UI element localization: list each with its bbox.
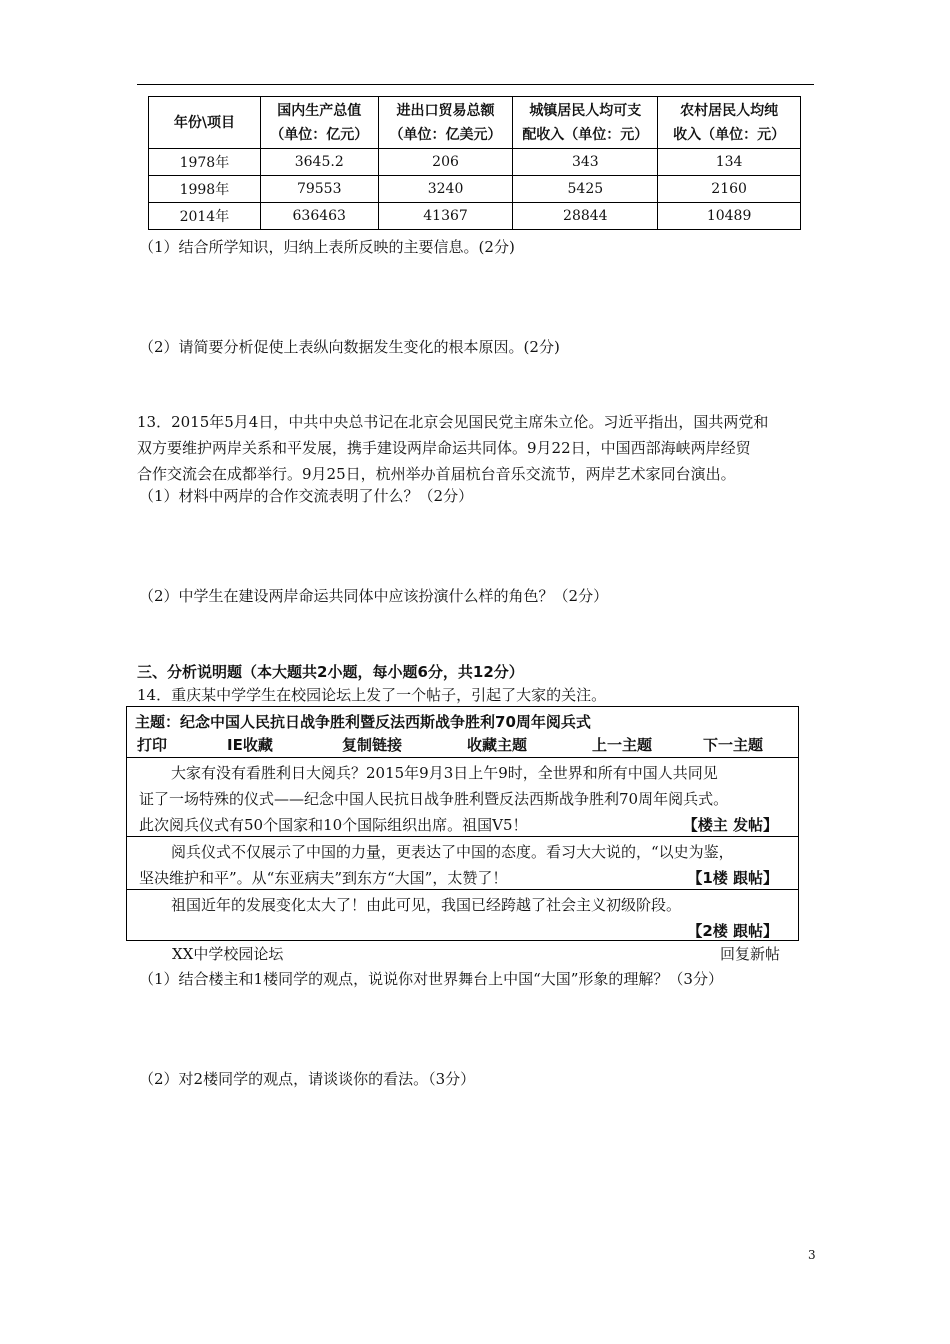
q14-sub2: （2）对2楼同学的观点，请谈谈你的看法。（3分） xyxy=(139,1070,476,1088)
header-trade: 进出口贸易总额 （单位：亿美元） xyxy=(378,97,513,149)
ie-favorite-link[interactable]: IE收藏 xyxy=(227,736,273,754)
forum-topic-title: 主题：纪念中国人民抗日战争胜利暨反法西斯战争胜利70周年阅兵式 xyxy=(135,713,591,731)
table-cell: 343 xyxy=(513,149,658,176)
post-author-tag: 【1楼 跟帖】 xyxy=(687,869,778,887)
favorite-topic-link[interactable]: 收藏主题 xyxy=(467,736,528,754)
table-cell: 3645.2 xyxy=(260,149,378,176)
economic-data-table xyxy=(148,96,801,230)
header-year-item: 年份\项目 xyxy=(149,97,261,149)
post-reply-2 xyxy=(127,890,798,942)
forum-header xyxy=(127,707,798,758)
table-cell: 3240 xyxy=(378,176,513,203)
next-topic-link[interactable]: 下一主题 xyxy=(703,736,764,754)
q13-sub1: （1）材料中两岸的合作交流表明了什么？（2分） xyxy=(139,487,474,505)
post-text-line: 祖国近年的发展变化太大了！由此可见，我国已经跨越了社会主义初级阶段。 xyxy=(171,896,682,914)
post-author-tag: 【楼主 发帖】 xyxy=(682,816,778,834)
post-text-line: 证了一场特殊的仪式——纪念中国人民抗日战争胜利暨反法西斯战争胜利70周年阅兵式。 xyxy=(139,790,729,808)
table-cell: 206 xyxy=(378,149,513,176)
table-cell: 79553 xyxy=(260,176,378,203)
q13-text-line2: 双方要维护两岸关系和平发展，携手建设两岸命运共同体。9月22日，中国西部海峡两岸经贸 xyxy=(137,439,751,457)
table-cell: 2014年 xyxy=(149,203,261,230)
table-cell: 28844 xyxy=(513,203,658,230)
table-cell: 1998年 xyxy=(149,176,261,203)
table-cell: 134 xyxy=(658,149,801,176)
forum-post-box xyxy=(126,706,799,941)
table-cell: 10489 xyxy=(658,203,801,230)
previous-topic-link[interactable]: 上一主题 xyxy=(592,736,653,754)
q12-sub1: （1）结合所学知识，归纳上表所反映的主要信息。(2分) xyxy=(139,238,515,256)
forum-footer-name: XX中学校园论坛 xyxy=(172,945,284,963)
table-header-row xyxy=(149,97,801,149)
table-row xyxy=(149,176,801,203)
table-cell: 2160 xyxy=(658,176,801,203)
q13-sub2: （2）中学生在建设两岸命运共同体中应该扮演什么样的角色？（2分） xyxy=(139,587,609,605)
header-rule xyxy=(137,84,814,85)
header-rural-income: 农村居民人均纯 收入（单位：元） xyxy=(658,97,801,149)
post-text-line: 此次阅兵仪式有50个国家和10个国际组织出席。祖国V5！ xyxy=(139,816,528,834)
post-reply-1 xyxy=(127,837,798,890)
section3-heading: 三、分析说明题（本大题共2小题，每小题6分，共12分） xyxy=(137,663,524,681)
post-text-line: 阅兵仪式不仅展示了中国的力量，更表达了中国的态度。看习大大说的，“以史为鉴， xyxy=(171,843,734,861)
table-row xyxy=(149,149,801,176)
table-cell: 5425 xyxy=(513,176,658,203)
print-link[interactable]: 打印 xyxy=(137,736,168,754)
reply-new-post-link[interactable]: 回复新帖 xyxy=(720,945,781,963)
post-author-tag: 【2楼 跟帖】 xyxy=(687,922,778,940)
copy-link-button[interactable]: 复制链接 xyxy=(342,736,403,754)
table-row xyxy=(149,203,801,230)
header-gdp: 国内生产总值 （单位：亿元） xyxy=(260,97,378,149)
post-text-line: 坚决维护和平”。从“东亚病夫”到东方“大国”，太赞了！ xyxy=(139,869,508,887)
header-urban-income: 城镇居民人均可支 配收入（单位：元） xyxy=(513,97,658,149)
table-cell: 636463 xyxy=(260,203,378,230)
q14-sub1: （1）结合楼主和1楼同学的观点，说说你对世界舞台上中国“大国”形象的理解？（3分） xyxy=(139,970,723,988)
table-cell: 41367 xyxy=(378,203,513,230)
q13-text-line1: 13．2015年5月4日，中共中央总书记在北京会见国民党主席朱立伦。习近平指出，国共两党和 xyxy=(137,413,769,431)
post-text-line: 大家有没有看胜利日大阅兵？2015年9月3日上午9时，全世界和所有中国人共同见 xyxy=(171,764,718,782)
q12-sub2: （2）请简要分析促使上表纵向数据发生变化的根本原因。(2分) xyxy=(139,338,560,356)
post-original xyxy=(127,758,798,837)
table-cell: 1978年 xyxy=(149,149,261,176)
q14-intro: 14．重庆某中学学生在校园论坛上发了一个帖子，引起了大家的关注。 xyxy=(137,686,607,704)
q13-text-line3: 合作交流会在成都举行。9月25日，杭州举办首届杭台音乐交流节，两岸艺术家同台演出。 xyxy=(137,465,736,483)
page-number: 3 xyxy=(808,1248,816,1262)
